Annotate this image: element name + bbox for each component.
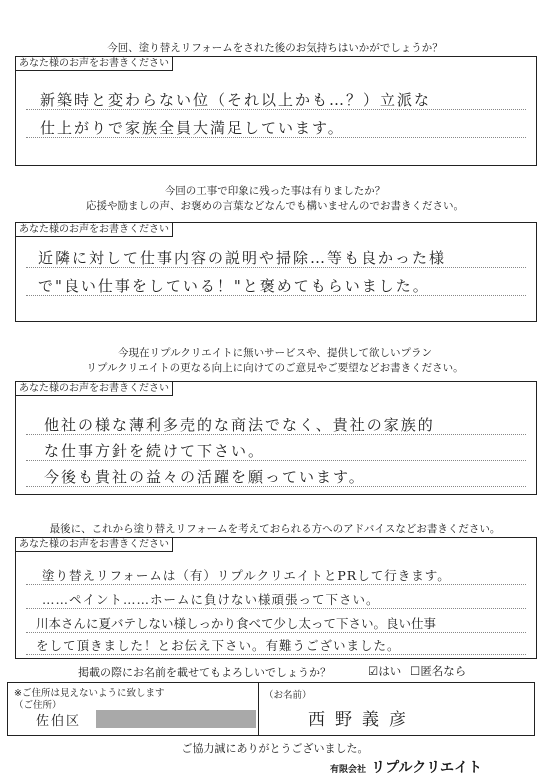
company-prefix: 有限会社 — [330, 765, 367, 775]
question-2-line-1: 今回の工事で印象に残った事は有りましたか？ — [164, 185, 386, 197]
answer-3-line-1: 他社の様な薄利多売的な商法でなく、貴社の家族的 — [44, 416, 435, 434]
answer-box-4 — [15, 537, 537, 659]
unchecked-checkbox-icon: ☐ — [410, 664, 421, 678]
answer-1-line-1: 新築時と変わらない位（それ以上かも…？）立派な — [40, 91, 432, 109]
answer-3-line-2: な仕事方針を続けて下さい。 — [44, 442, 266, 460]
company-name: リプルクリエイト — [371, 760, 482, 776]
answer-1-line-2: 仕上がりで家族全員大満足しています。 — [40, 119, 345, 137]
answer-4-line-2: ……ペイント……ホームに負けない様頑張って下さい。 — [42, 592, 380, 607]
answer-4-line-4: をして頂きました！とお伝え下さい。有難うございました。 — [36, 638, 401, 653]
address-redaction — [96, 710, 256, 728]
publish-question: 掲載の際にお名前を載せてもよろしいでしょうか？ — [78, 666, 331, 679]
thanks-text: ご協力誠にありがとうございました。 — [181, 742, 369, 755]
question-2-line-2: 応援や励ましの声、お褒めの言葉などなんでも構いませんのでお書きください。 — [86, 200, 464, 212]
publish-anon-option[interactable] — [410, 663, 466, 679]
answer-box-3 — [15, 381, 537, 495]
company-logo — [330, 757, 482, 777]
checked-checkbox-icon: ☑ — [368, 664, 379, 678]
address-value: 佐伯区 — [36, 714, 82, 729]
answer-4-line-3: 川本さんに夏バテしない様しっかり食べて少し太って下さい。良い仕事 — [36, 616, 437, 631]
name-label: （お名前） — [264, 690, 312, 701]
publish-anon-label: 匿名なら — [420, 664, 467, 678]
question-4: 最後に、これから塗り替えリフォームを考えておられる方へのアドバイスなどお書きください。 — [49, 523, 501, 535]
publish-yes-option[interactable] — [368, 663, 401, 679]
answer-box-2 — [15, 222, 537, 322]
answer-4-line-1: 塗り替えリフォームは（有）リプルクリエイトとPRして行きます。 — [42, 568, 451, 583]
answer-label-4: あなた様のお声をお書きください — [16, 538, 173, 552]
answer-2-line-1: 近隣に対して仕事内容の説明や掃除…等も良かった様 — [38, 249, 447, 267]
question-3-line-2: リプルクリエイトの更なる向上に向けてのご意見やご要望などお書きください。 — [86, 362, 464, 374]
answer-3-line-3: 今後も貴社の益々の活躍を願っています。 — [44, 468, 366, 486]
answer-label-2: あなた様のお声をお書きください — [16, 223, 173, 237]
publish-yes-label: はい — [378, 664, 402, 678]
question-1: 今回、塗り替えリフォームをされた後のお気持ちはいかがでしょうか？ — [107, 42, 443, 54]
name-address-box — [7, 682, 535, 736]
answer-2-line-2: で"良い仕事をしている！"と褒めてもらいました。 — [38, 277, 430, 295]
question-3-line-1: 今現在リプルクリエイトに無いサービスや、提供して欲しいプラン — [118, 347, 432, 359]
answer-label-3: あなた様のお声をお書きください — [16, 382, 173, 396]
answer-label-1: あなた様のお声をお書きください — [16, 57, 173, 71]
answer-box-1 — [15, 56, 537, 166]
address-note: ※ご住所は見えないように致します — [14, 688, 165, 699]
address-label: （ご住所） — [14, 700, 62, 711]
name-value: 西野義彦 — [308, 710, 416, 730]
